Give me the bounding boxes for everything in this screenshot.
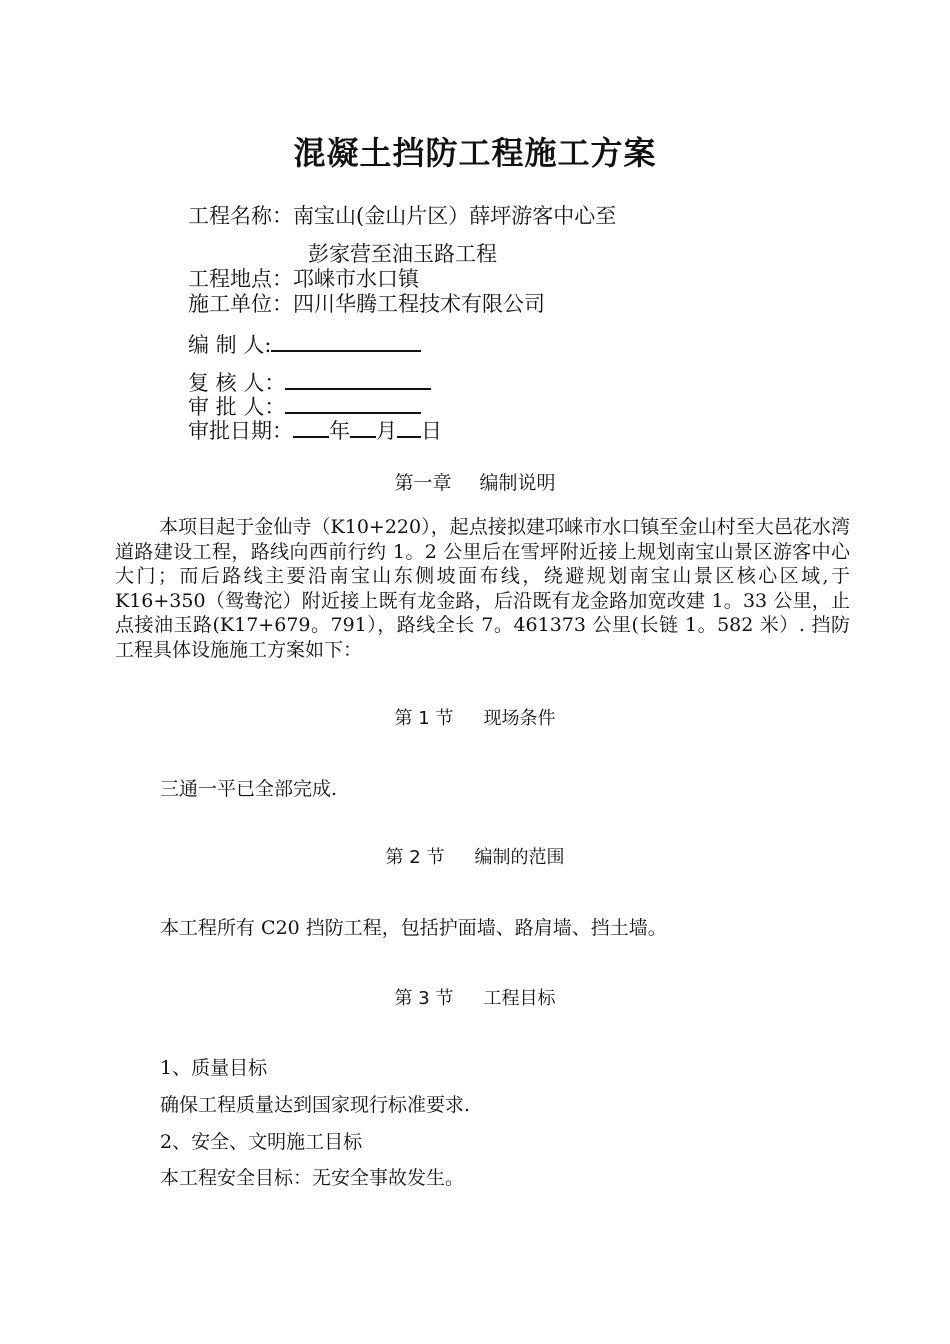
section-1-body: 三通一平已全部完成. xyxy=(160,778,338,800)
approver-blank xyxy=(285,392,421,414)
approver-label: 审 批 人： xyxy=(188,395,286,419)
approval-date-row xyxy=(188,416,442,443)
year-blank xyxy=(293,416,329,438)
section-heading-1 xyxy=(0,704,950,730)
approval-date-label: 审批日期： xyxy=(188,419,293,443)
goal-safety-text: 本工程安全目标：无安全事故发生。 xyxy=(160,1167,465,1189)
section-heading-3 xyxy=(0,984,950,1010)
compiler-label: 编 制 人: xyxy=(188,333,272,357)
project-name-value-line1: 南宝山(金山片区）薛坪游客中心至 xyxy=(293,204,617,228)
chapter-name: 编制说明 xyxy=(479,472,556,494)
location-label: 工程地点： xyxy=(188,267,293,291)
year-char: 年 xyxy=(329,419,350,443)
reviewer-row xyxy=(188,368,431,395)
intro-paragraph: 本项目起于金仙寺（K10+220），起点接拟建邛崃市水口镇至金山村至大邑花水湾道路建设工程，路线向西前行约 1。2 公里后在雪坪附近接上规划南宝山景区游客中心大门；而后路线主要沿南宝山东侧坡面布线，绕避规划南宝山景区核心区域,于 K16+350（鸳鸯沱）附近接上既有龙金路，后沿既有龙金路加宽改建 1。33 公里，止点接油玉路(K17+679。791），路线全长 7。461373 公里(长链 1。582 米）. 挡防工程具体设施施工方案如下： xyxy=(115,516,850,661)
contractor-value: 四川华腾工程技术有限公司 xyxy=(293,292,545,316)
section-name: 编制的范围 xyxy=(474,847,565,868)
location-value: 邛崃市水口镇 xyxy=(293,267,419,291)
contractor-row xyxy=(188,292,545,316)
contractor-label: 施工单位： xyxy=(188,292,293,316)
goal-safety-heading: 2、安全、文明施工目标 xyxy=(160,1131,363,1153)
document-title: 混凝土挡防工程施工方案 xyxy=(293,134,657,172)
section-number: 第 2 节 xyxy=(385,847,445,868)
month-blank xyxy=(350,416,376,438)
reviewer-label: 复 核 人： xyxy=(188,371,286,395)
section-heading-2 xyxy=(0,843,950,869)
compiler-row xyxy=(188,330,421,357)
location-row xyxy=(188,267,419,291)
section-2-body: 本工程所有 C20 挡防工程，包括护面墙、路肩墙、挡土墙。 xyxy=(160,917,667,939)
month-char: 月 xyxy=(376,419,397,443)
day-blank xyxy=(397,416,421,438)
project-name-value-line2: 彭家营至油玉路工程 xyxy=(308,242,497,266)
section-name: 工程目标 xyxy=(483,988,556,1009)
compiler-blank xyxy=(271,330,421,352)
section-name: 现场条件 xyxy=(483,708,556,729)
goal-quality-heading: 1、质量目标 xyxy=(160,1057,268,1079)
goal-quality-text: 确保工程质量达到国家现行标准要求. xyxy=(160,1094,471,1116)
section-number: 第 1 节 xyxy=(394,708,454,729)
approver-row xyxy=(188,392,421,419)
section-number: 第 3 节 xyxy=(394,988,454,1009)
project-name-row xyxy=(188,204,616,228)
day-char: 日 xyxy=(421,419,442,443)
reviewer-blank xyxy=(285,368,431,390)
chapter-number: 第一章 xyxy=(394,472,452,494)
chapter-heading xyxy=(0,468,950,495)
project-name-label: 工程名称： xyxy=(188,204,293,228)
